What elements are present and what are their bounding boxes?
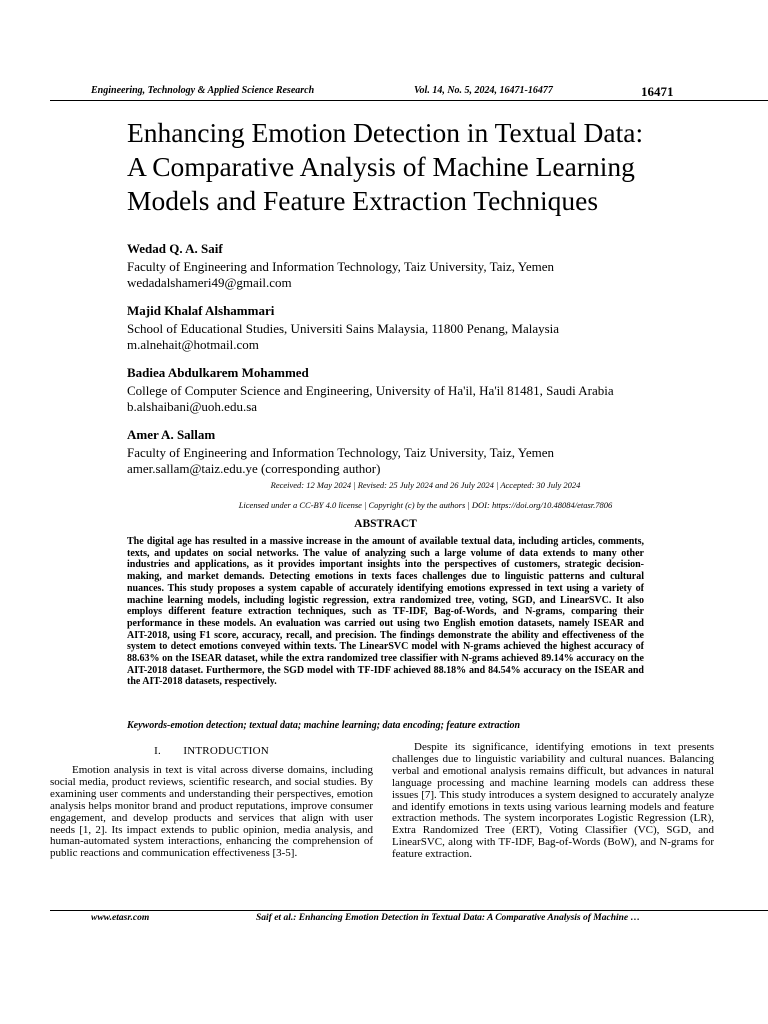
- license-doi: Licensed under a CC-BY 4.0 license | Copyright (c) by the authors | DOI: https://doi.org/10.48084/etasr.7806: [238, 500, 613, 510]
- running-title: Saif et al.: Enhancing Emotion Detection in Textual Data: A Comparative Analysis of Machine …: [256, 913, 640, 923]
- author-affiliation: Faculty of Engineering and Information Technology, Taiz University, Taiz, Yemen: [127, 445, 555, 460]
- journal-website: www.etasr.com: [91, 913, 150, 923]
- author-name: Badiea Abdulkarem Mohammed: [127, 365, 309, 380]
- volume-info: Vol. 14, No. 5, 2024, 16471-16477: [414, 85, 553, 96]
- paper-title: [127, 116, 727, 218]
- title-line-2: A Comparative Analysis of Machine Learning: [127, 151, 635, 182]
- author-name: Amer A. Sallam: [127, 427, 216, 442]
- page-number: 16471: [641, 84, 674, 99]
- author-block-4: [127, 427, 727, 477]
- intro-paragraph-2: Despite its significance, identifying emotions in text presents challenges due to linguistic variability and cultural nuances. Balancing verbal and emotional analysis remains difficult, but advances in natural language processing and machine learning models can address these issues [7]. This study introduces a system designed to accurately analyze and identify emotions in texts using various learning models and feature extraction methods. The system incorporates Logistic Regression (LR), Extra Randomized Tree (ERT), Voting Classifier (VC), SGD, and LinearSVC, along with TF-IDF, Bag-of-Words (BoW), and N-grams for feature extraction.: [392, 741, 714, 861]
- author-affiliation: School of Educational Studies, Universiti Sains Malaysia, 11800 Penang, Malaysia: [127, 321, 560, 336]
- author-name: Majid Khalaf Alshammari: [127, 303, 275, 318]
- author-email: b.alshaibani@uoh.edu.sa: [127, 399, 258, 414]
- author-block-3: [127, 365, 727, 415]
- footer-rule: [50, 910, 768, 911]
- author-block-1: [127, 241, 727, 291]
- title-line-1: Enhancing Emotion Detection in Textual Data:: [127, 117, 644, 148]
- author-affiliation: Faculty of Engineering and Information Technology, Taiz University, Taiz, Yemen: [127, 259, 555, 274]
- submission-dates: Received: 12 May 2024 | Revised: 25 July 2024 and 26 July 2024 | Accepted: 30 July 2024: [270, 480, 581, 490]
- header-rule: [50, 100, 768, 101]
- author-email: wedadalshameri49@gmail.com: [127, 275, 292, 290]
- author-email: m.alnehait@hotmail.com: [127, 337, 259, 352]
- author-block-2: [127, 303, 727, 353]
- intro-paragraph-1: Emotion analysis in text is vital across diverse domains, including social media, product reviews, scientific research, and social studies. By examining user comments and understanding their perspectives, emotion analysis helps monitor brand and product reputations, improve consumer engagement, and develop products and services that align with user needs [1, 2]. Its impact extends to public opinion, media analysis, and human-automated system interactions, enhancing the comprehension of public reactions and communication effectiveness [3-5].: [50, 764, 373, 860]
- abstract-heading: ABSTRACT: [354, 518, 417, 530]
- section-heading-introduction: I. INTRODUCTION: [154, 745, 269, 757]
- author-email: amer.sallam@taiz.edu.ye (corresponding author): [127, 461, 381, 476]
- author-name: Wedad Q. A. Saif: [127, 241, 223, 256]
- keywords: Keywords-emotion detection; textual data; machine learning; data encoding; feature extraction: [127, 720, 521, 731]
- abstract-text: The digital age has resulted in a massive increase in the amount of available textual data, including articles, comments, texts, and updates on social networks. The value of analyzing such a large volume of data extends to many other industries and applications, as it provides important insights into the perspectives of customers, strategic decision-making, and market demands. Detecting emotions in texts faces challenges due to linguistic patterns and cultural nuances. This study proposes a system capable of accurately identifying emotions expressed in text using a variety of machine learning models, including logistic regression, extra randomized tree, voting, SGD, and LinearSVC. It also employs different feature extraction techniques, such as TF-IDF, Bag-of-Words, and N-grams, comparing their performance in these models. An evaluation was carried out using two English emotion datasets, namely ISEAR and AIT-2018, using F1 score, accuracy, recall, and precision. The findings demonstrate the ability and effectiveness of the system to detect emotions conveyed within texts. The LinearSVC model with N-grams achieved the highest accuracy of 88.63% on the ISEAR dataset, while the extra randomized tree classifier with N-grams achieved 89.14% accuracy on the AIT-2018 dataset. Furthermore, the SGD model with TF-IDF achieved 88.18% and 84.54% accuracy on the ISEAR and the AIT-2018 datasets, respectively.: [127, 536, 644, 688]
- journal-name: Engineering, Technology & Applied Science Research: [91, 85, 315, 96]
- title-line-3: Models and Feature Extraction Techniques: [127, 185, 599, 216]
- author-affiliation: College of Computer Science and Engineering, University of Ha'il, Ha'il 81481, Saudi Arabia: [127, 383, 614, 398]
